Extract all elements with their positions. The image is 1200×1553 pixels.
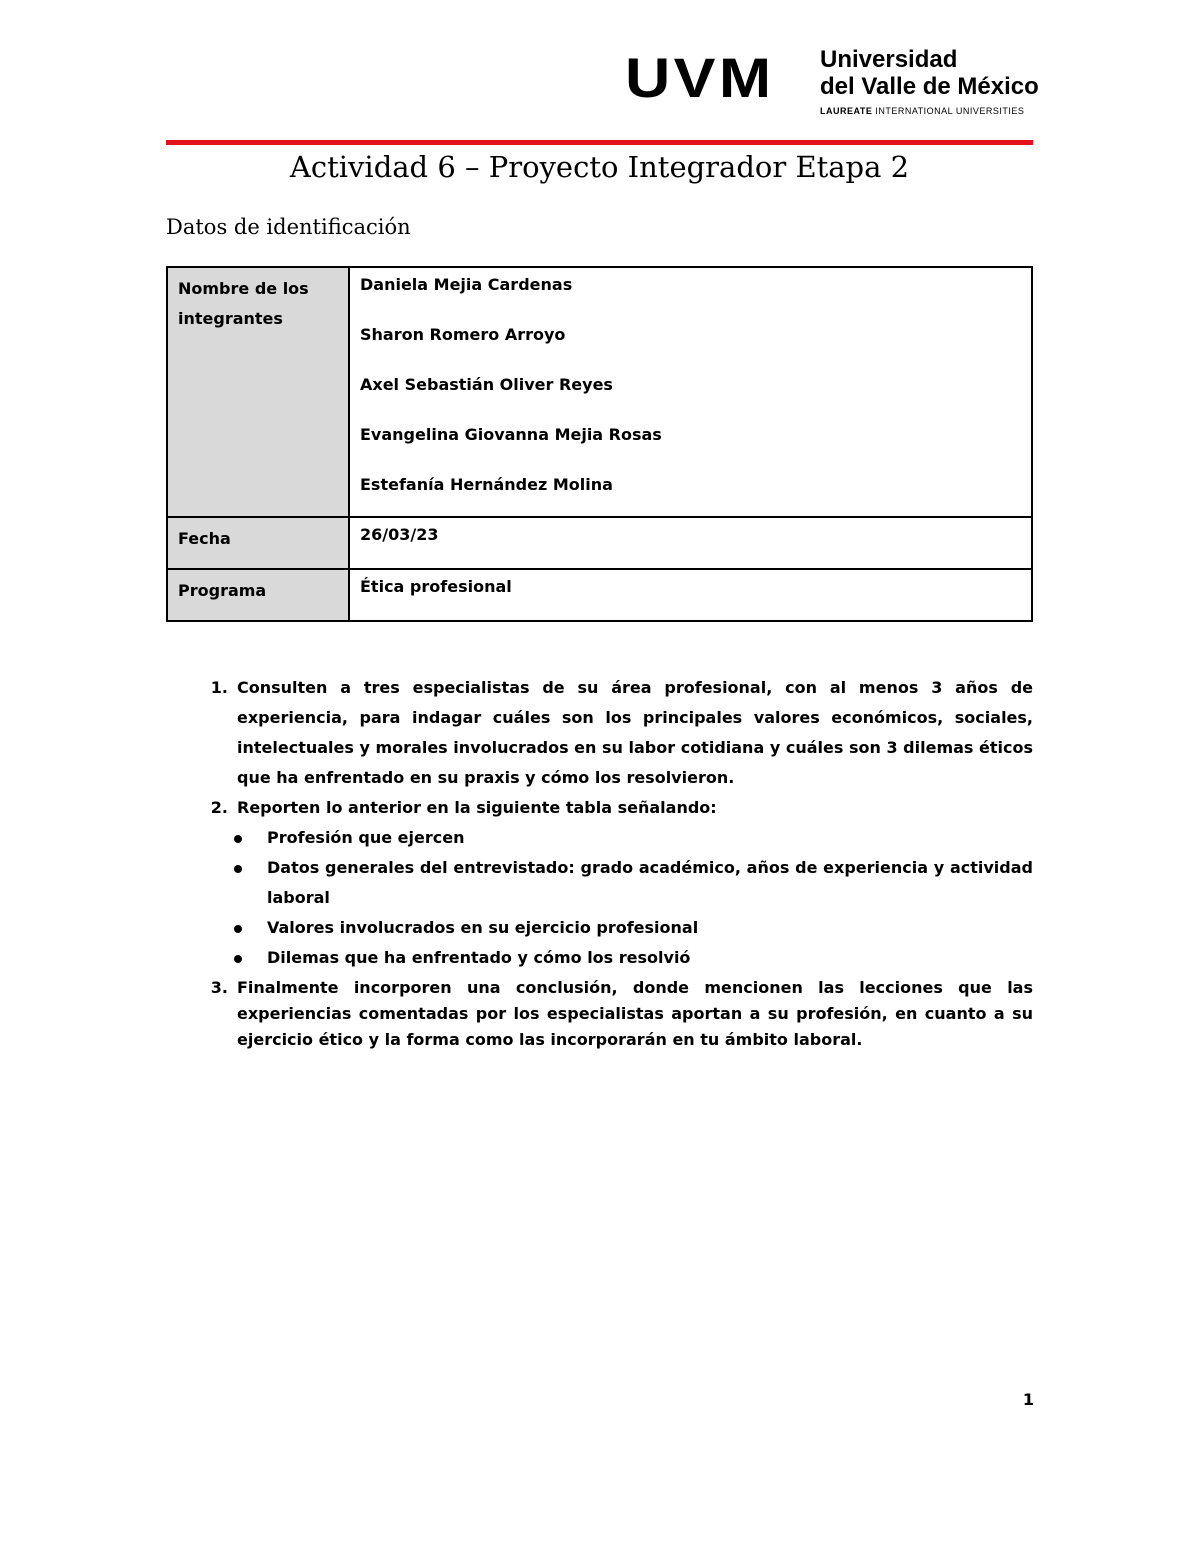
member-name: Evangelina Giovanna Mejia Rosas — [360, 425, 662, 444]
bullet-text: Dilemas que ha enfrentado y cómo los resolvió — [267, 948, 691, 967]
instruction-number: 3. — [210, 978, 228, 997]
identification-table — [166, 266, 1033, 622]
bullet-icon — [234, 955, 242, 963]
bullet-icon — [234, 835, 242, 843]
instruction-number: 1. — [210, 678, 228, 697]
bullet-text: Valores involucrados en su ejercicio profesional — [267, 918, 699, 937]
instruction-item — [196, 975, 1033, 1053]
section-heading: Datos de identificación — [166, 215, 411, 239]
bullet-item — [196, 823, 1033, 853]
logo-laureate: LAUREATE — [820, 106, 873, 116]
bullet-text: Profesión que ejercen — [267, 828, 465, 847]
university-logo — [625, 44, 1039, 120]
instruction-item — [196, 673, 1033, 793]
instruction-item — [196, 793, 1033, 973]
page-number: 1 — [1022, 1390, 1034, 1409]
instruction-number: 2. — [210, 798, 228, 817]
table-row — [167, 517, 1032, 569]
instructions-list — [196, 673, 1033, 1053]
bullet-item — [196, 943, 1033, 973]
instruction-text: Finalmente incorporen una conclusión, donde mencionen las lecciones que las experiencias comentadas por los especialistas aportan a su profesión, en cuanto a su ejercicio ético y la forma como las incorporarán en tu ámbito laboral. — [237, 978, 1033, 1049]
members-cell — [349, 267, 1032, 517]
logo-text — [820, 46, 1039, 118]
logo-name-line: del Valle de México — [820, 73, 1039, 100]
table-row — [167, 569, 1032, 621]
program-label: Programa — [167, 569, 349, 621]
member-name: Axel Sebastián Oliver Reyes — [360, 375, 613, 394]
bullet-item — [196, 853, 1033, 913]
logo-university-line: Universidad — [820, 46, 958, 73]
member-name: Estefanía Hernández Molina — [360, 475, 613, 494]
logo-mark: UVM — [625, 46, 775, 109]
logo-network-rest: INTERNATIONAL UNIVERSITIES — [872, 106, 1025, 116]
instruction-bullets — [237, 823, 1033, 973]
table-row — [167, 267, 1032, 517]
program-value: Ética profesional — [349, 569, 1032, 621]
members-label: Nombre de los integrantes — [167, 267, 349, 517]
instruction-text: Reporten lo anterior en la siguiente tabla señalando: — [237, 798, 717, 817]
bullet-text: Datos generales del entrevistado: grado académico, años de experiencia y actividad laboral — [267, 858, 1033, 907]
bullet-item — [196, 913, 1033, 943]
member-name: Daniela Mejia Cardenas — [360, 275, 573, 294]
header-divider — [166, 140, 1033, 145]
date-label: Fecha — [167, 517, 349, 569]
bullet-icon — [234, 925, 242, 933]
bullet-icon — [234, 865, 242, 873]
member-name: Sharon Romero Arroyo — [360, 325, 566, 344]
logo-network-line — [820, 104, 1039, 118]
instruction-text: Consulten a tres especialistas de su área profesional, con al menos 3 años de experiencia, para indagar cuáles son los principales valores económicos, sociales, intelectuales y morales involucrados en su labor cotidiana y cuáles son 3 dilemas éticos que ha enfrentado en su praxis y cómo los resolvieron. — [237, 678, 1033, 787]
date-value: 26/03/23 — [349, 517, 1032, 569]
page-title: Actividad 6 – Proyecto Integrador Etapa 2 — [289, 150, 910, 184]
